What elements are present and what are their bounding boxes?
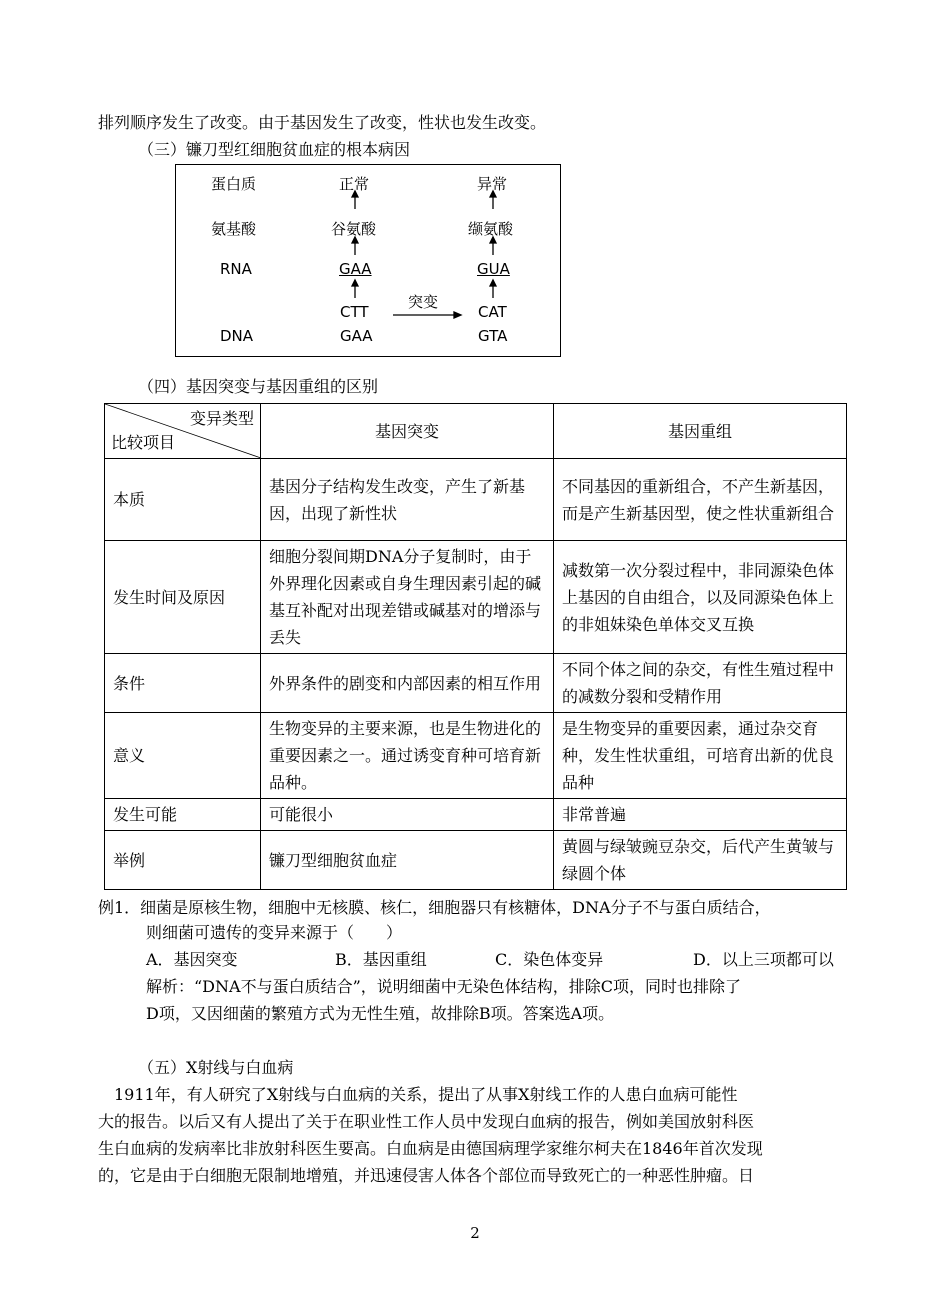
cell-mutation: 镰刀型细胞贫血症 [261,831,554,890]
page-number: 2 [470,1224,480,1242]
cell-recombination: 不同个体之间的杂交，有性生殖过程中的减数分裂和受精作用 [554,654,847,713]
paragraph-line: 1911年，有人研究了X射线与白血病的关系，提出了从事X射线工作的人患白血病可能性 [98,1085,738,1104]
header-gene-mutation: 基因突变 [261,404,554,459]
table-row [105,654,847,713]
row-label-dna: DNA [220,327,254,345]
abnormal-dna-strand-1: CAT [478,303,507,321]
row-item: 发生时间及原因 [105,541,261,654]
row-item: 条件 [105,654,261,713]
header-gene-recombination: 基因重组 [554,404,847,459]
comparison-table [104,403,847,890]
cell-recombination: 减数第一次分裂过程中，非同源染色体上基因的自由组合，以及同源染色体上的非姐妹染色单体交叉互换 [554,541,847,654]
abnormal-dna-strand-2: GTA [478,327,508,345]
header-variation-type: 变异类型 [189,409,254,428]
abnormal-protein: 异常 [477,175,508,193]
sickle-cell-diagram [175,164,561,357]
cell-mutation: 生物变异的主要来源，也是生物进化的重要因素之一。通过诱变育种可培育新品种。 [261,713,554,799]
normal-rna-codon: GAA [339,260,372,278]
row-label-protein: 蛋白质 [211,175,257,193]
table-row [105,713,847,799]
section-heading-3: （三）镰刀型红细胞贫血症的根本病因 [138,140,411,159]
section-heading-5: （五）X射线与白血病 [138,1058,294,1077]
example-question-line: 例1．细菌是原核生物，细胞中无核膜、核仁，细胞器只有核糖体，DNA分子不与蛋白质结合， [98,898,771,917]
cell-mutation: 细胞分裂间期DNA分子复制时，由于外界理化因素或自身生理因素引起的碱基互补配对出现差错或碱基对的增添与丢失 [261,541,554,654]
mutation-label: 突变 [408,293,439,311]
table-row [105,831,847,890]
cell-recombination: 黄圆与绿皱豌豆杂交，后代产生黄皱与绿圆个体 [554,831,847,890]
cell-mutation: 基因分子结构发生改变，产生了新基因，出现了新性状 [261,459,554,541]
row-item: 发生可能 [105,799,261,831]
row-label-amino-acid: 氨基酸 [211,220,257,238]
option-c: C．染色体变异 [495,950,604,969]
cell-mutation: 可能很小 [261,799,554,831]
paragraph-line: 大的报告。以后又有人提出了关于在职业性工作人员中发现白血病的报告，例如美国放射科医 [98,1112,755,1131]
normal-dna-strand-1: CTT [340,303,369,321]
diagonal-header-cell [105,404,261,459]
row-item: 意义 [105,713,261,799]
row-label-rna: RNA [220,260,252,278]
analysis-line: 解析：“DNA不与蛋白质结合”，说明细菌中无染色体结构，排除C项，同时也排除了 [146,977,741,996]
table-row [105,541,847,654]
paragraph-line: 生白血病的发病率比非放射科医生要高。白血病是由德国病理学家维尔柯夫在1846年首次发现 [98,1139,763,1158]
abnormal-amino-acid: 缬氨酸 [468,220,514,238]
header-compare-item: 比较项目 [111,433,176,452]
body-text-line: 排列顺序发生了改变。由于基因发生了改变，性状也发生改变。 [98,113,547,132]
normal-protein: 正常 [339,175,370,193]
abnormal-rna-codon: GUA [477,260,510,278]
option-d: D．以上三项都可以 [693,950,834,969]
section-heading-4: （四）基因突变与基因重组的区别 [138,377,379,396]
table-header-row [105,404,847,459]
normal-dna-strand-2: GAA [340,327,373,345]
analysis-line: D项，又因细菌的繁殖方式为无性生殖，故排除B项。答案选A项。 [146,1004,615,1023]
row-item: 本质 [105,459,261,541]
cell-mutation: 外界条件的剧变和内部因素的相互作用 [261,654,554,713]
row-item: 举例 [105,831,261,890]
example-question-line: 则细菌可遗传的变异来源于（ ） [146,923,403,942]
table-row [105,459,847,541]
cell-recombination: 不同基因的重新组合，不产生新基因，而是产生新基因型，使之性状重新组合 [554,459,847,541]
option-b: B．基因重组 [335,950,427,969]
cell-recombination: 非常普遍 [554,799,847,831]
section5-paragraph [98,1081,858,1189]
paragraph-line: 的，它是由于白细胞无限制地增殖，并迅速侵害人体各个部位而导致死亡的一种恶性肿瘤。日 [98,1166,755,1185]
normal-amino-acid: 谷氨酸 [331,220,377,238]
option-a: A．基因突变 [146,950,238,969]
table-row [105,799,847,831]
cell-recombination: 是生物变异的重要因素，通过杂交育种，发生性状重组，可培育出新的优良品种 [554,713,847,799]
